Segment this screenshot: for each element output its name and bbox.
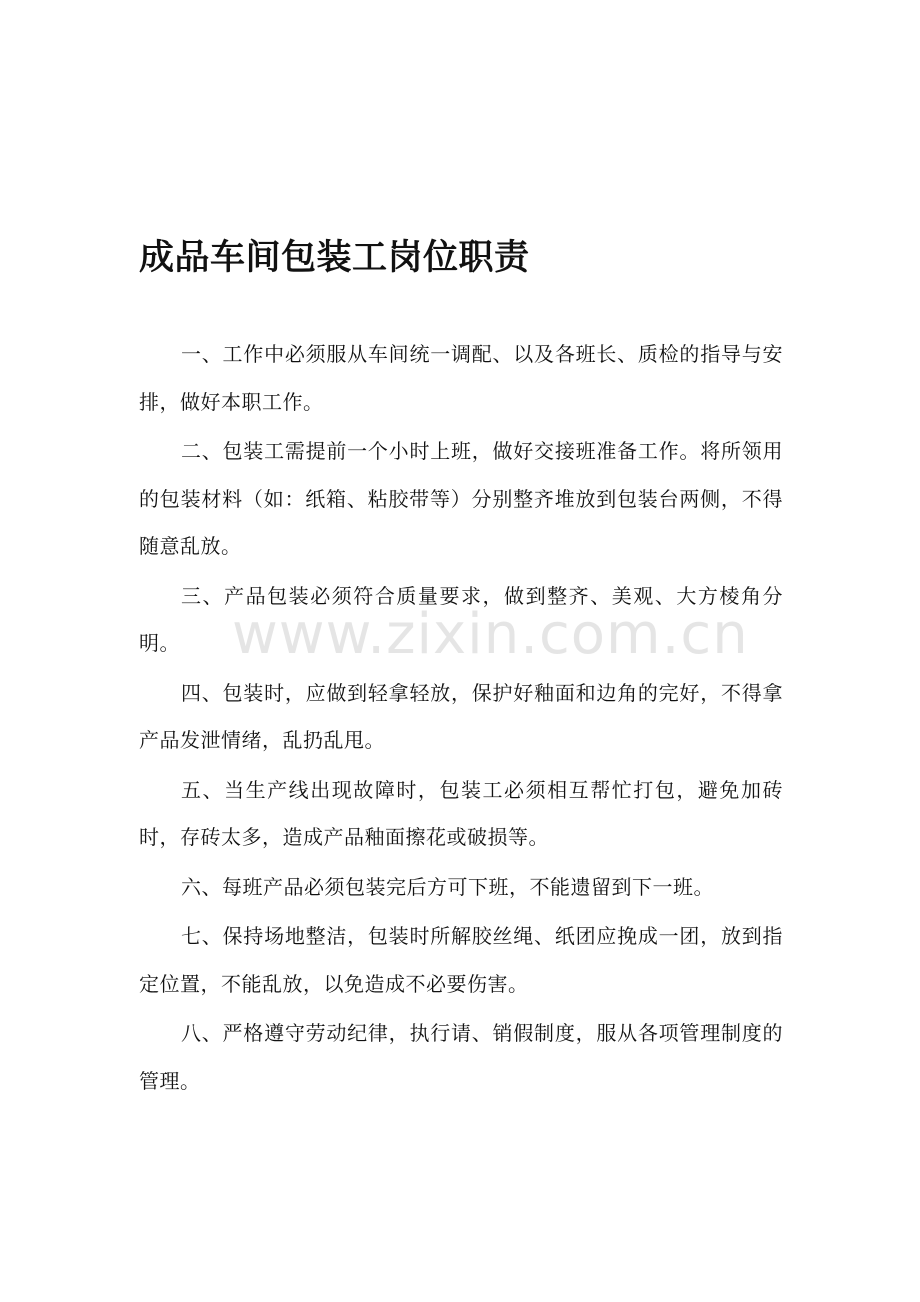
paragraph-4: 四、包装时，应做到轻拿轻放，保护好釉面和边角的完好，不得拿产品发泄情绪，乱扔乱甩。 <box>139 680 783 752</box>
paragraph-7: 七、保持场地整洁，包装时所解胶丝绳、纸团应挽成一团，放到指定位置，不能乱放，以免造成不必要伤害。 <box>139 924 783 996</box>
document-body <box>139 331 783 1107</box>
paragraph-3: 三、产品包装必须符合质量要求，做到整齐、美观、大方棱角分明。 <box>139 583 783 655</box>
document-title: 成品车间包装工岗位职责 <box>139 238 530 278</box>
paragraph-8: 八、严格遵守劳动纪律，执行请、销假制度，服从各项管理制度的管理。 <box>139 1021 783 1093</box>
watermark: www.zixin.com.cn <box>232 602 749 667</box>
paragraph-5: 五、当生产线出现故障时，包装工必须相互帮忙打包，避免加砖时，存砖太多，造成产品釉面擦花或破损等。 <box>139 777 783 849</box>
paragraph-1: 一、工作中必须服从车间统一调配、以及各班长、质检的指导与安排，做好本职工作。 <box>139 342 783 414</box>
paragraph-2: 二、包装工需提前一个小时上班，做好交接班准备工作。将所领用的包装材料（如：纸箱、粘胶带等）分别整齐堆放到包装台两侧，不得随意乱放。 <box>139 439 783 558</box>
paragraph-6: 六、每班产品必须包装完后方可下班，不能遗留到下一班。 <box>181 874 714 899</box>
